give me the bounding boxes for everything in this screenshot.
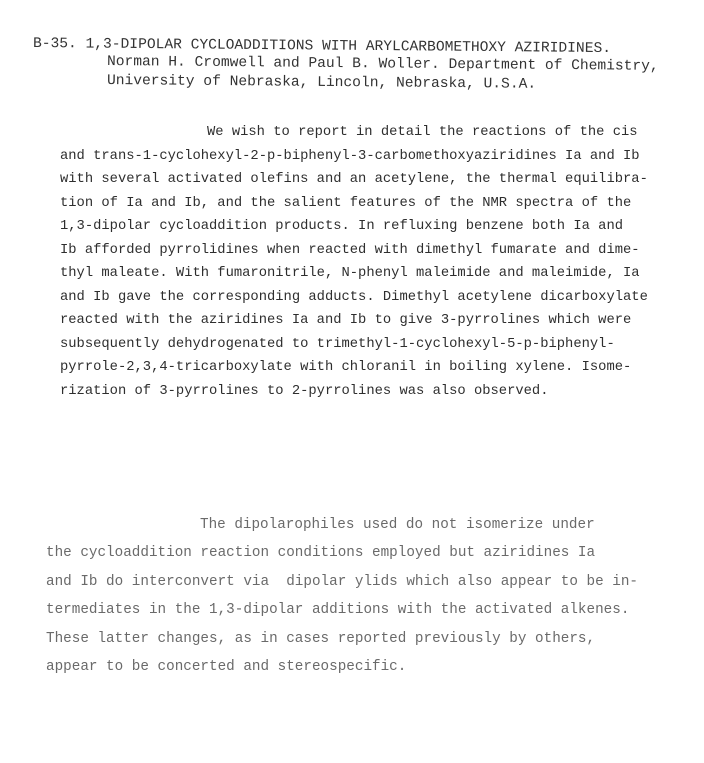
text-line: thyl maleate. With fumaronitrile, N-phenyl maleimide and maleimide, Ia	[60, 266, 640, 281]
text-line: with several activated olefins and an acetylene, the thermal equilibra-	[60, 172, 648, 187]
text-line: rization of 3-pyrrolines to 2-pyrrolines was also observed.	[60, 384, 549, 399]
affiliation: University of Nebraska, Lincoln, Nebraska, U.S.A.	[106, 73, 537, 93]
text-line: These latter changes, as in cases reported previously by others,	[46, 631, 596, 647]
abstract-title: B-35. 1,3-DIPOLAR CYCLOADDITIONS WITH ARYLCARBOMETHOXY AZIRIDINES.	[32, 36, 612, 58]
text-line: Ib afforded pyrrolidines when reacted with dimethyl fumarate and dime-	[60, 243, 640, 258]
text-line: and Ib gave the corresponding adducts. Dimethyl acetylene dicarboxylate	[60, 290, 648, 305]
text-line: and Ib do interconvert via dipolar ylids which also appear to be in-	[46, 574, 638, 590]
text-line: pyrrole-2,3,4-tricarboxylate with chloranil in boiling xylene. Isome-	[60, 360, 632, 375]
text-line: the cycloaddition reaction conditions employed but aziridines Ia	[46, 545, 596, 561]
authors: Norman H. Cromwell and Paul B. Woller. Department of Chemistry,	[106, 54, 659, 75]
text-line: and trans-1-cyclohexyl-2-p-biphenyl-3-carbomethoxyaziridines Ia and Ib	[60, 149, 640, 164]
text-line: tion of Ia and Ib, and the salient features of the NMR spectra of the	[60, 196, 632, 211]
text-line: reacted with the aziridines Ia and Ib to give 3-pyrrolines which were	[60, 313, 632, 328]
text-line: appear to be concerted and stereospecific.	[46, 659, 407, 675]
text-line: 1,3-dipolar cycloaddition products. In refluxing benzene both Ia and	[60, 219, 624, 234]
text-line: The dipolarophiles used do not isomerize under	[200, 517, 595, 533]
text-line: subsequently dehydrogenated to trimethyl-1-cyclohexyl-5-p-biphenyl-	[60, 337, 615, 352]
text-line: termediates in the 1,3-dipolar additions with the activated alkenes.	[46, 602, 630, 618]
text-line: We wish to report in detail the reactions of the cis	[207, 125, 638, 140]
